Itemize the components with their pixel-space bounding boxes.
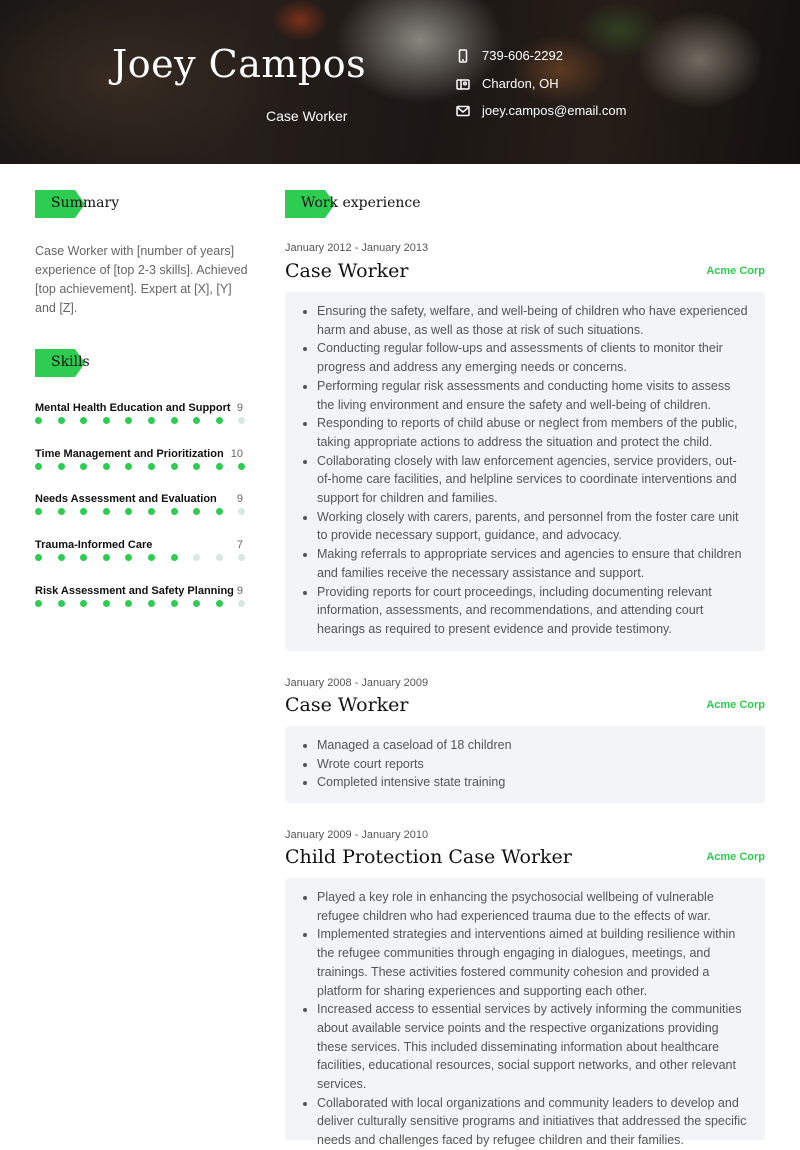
email-text: joey.campos@email.com: [482, 103, 627, 118]
job-dates: January 2008 - January 2009: [285, 677, 429, 689]
job-details: [285, 292, 765, 651]
rating-dot-filled: [193, 463, 200, 470]
rating-dot-filled: [193, 417, 200, 424]
rating-dot-filled: [193, 600, 200, 607]
job-dates: January 2009 - January 2010: [285, 829, 429, 841]
job-bullets: [317, 736, 749, 792]
summary-text: Case Worker with [number of years] experience of [top 2-3 skills]. Achieved [top achievement]. Expert at [X], [Y] and [Z].: [35, 244, 248, 315]
rating-dot-filled: [80, 554, 87, 561]
rating-dot-filled: [103, 554, 110, 561]
skill-name: Risk Assessment and Safety Planning: [35, 585, 234, 597]
location-text: Chardon, OH: [482, 76, 559, 91]
job-bullet: • Increased access to essential services by actively informing the communities about available service points and the respective organizations providing these services. This included disseminating information about healthcare facilities, educational resources, social support networks, and other relevant services.: [317, 1000, 749, 1094]
rating-dot-filled: [58, 600, 65, 607]
rating-dot-filled: [148, 554, 155, 561]
rating-dot-filled: [35, 600, 42, 607]
skill-item: [35, 402, 245, 414]
rating-dot-filled: [216, 417, 223, 424]
rating-dot-filled: [148, 417, 155, 424]
job-bullet: • Completed intensive state training: [317, 773, 749, 792]
rating-dot-filled: [148, 463, 155, 470]
skill-rating: [35, 554, 245, 564]
job-company: Acme Corp: [706, 851, 765, 863]
rating-dot-empty: [238, 554, 245, 561]
map-icon: [456, 77, 470, 91]
job-bullet: • Responding to reports of child abuse or neglect from members of the public, taking appropriate actions to address the situation and protect the child.: [317, 414, 749, 451]
job-bullet: • Ensuring the safety, welfare, and well-being of children who have experienced harm and abuse, as well as those at risk of such situations.: [317, 302, 749, 339]
rating-dot-empty: [238, 417, 245, 424]
rating-dot-filled: [125, 508, 132, 515]
phone-icon: [456, 49, 470, 63]
skill-rating: [35, 508, 245, 518]
skills-heading-label: Skills: [51, 354, 90, 370]
rating-dot-empty: [238, 508, 245, 515]
candidate-name: Joey Campos: [112, 42, 367, 86]
rating-dot-filled: [103, 417, 110, 424]
rating-dot-filled: [125, 463, 132, 470]
job-bullet: • Managed a caseload of 18 children: [317, 736, 749, 755]
job-bullet: • Implemented strategies and interventions aimed at building resilience within the refugee communities through engaging in dialogues, meetings, and trainings. These activities fostered community cohesion and provided a platform for sharing experiences and supporting each other.: [317, 925, 749, 1000]
job-bullet: • Conducting regular follow-ups and assessments of clients to monitor their progress and address any emerging needs or concerns.: [317, 339, 749, 376]
skill-item: [35, 539, 245, 551]
skill-item: [35, 493, 245, 505]
candidate-title: Case Worker: [266, 108, 348, 124]
job-details: [285, 726, 765, 803]
skill-name: Mental Health Education and Support: [35, 402, 231, 414]
job-role: Case Worker: [285, 260, 409, 282]
work-heading-label: Work experience: [301, 195, 421, 211]
rating-dot-filled: [125, 600, 132, 607]
rating-dot-filled: [125, 417, 132, 424]
rating-dot-filled: [238, 463, 245, 470]
rating-dot-empty: [238, 600, 245, 607]
skill-rating: [35, 417, 245, 427]
job-bullet: • Working closely with carers, parents, and personnel from the foster care unit to provide necessary support, guidance, and advocacy.: [317, 508, 749, 545]
rating-dot-filled: [35, 417, 42, 424]
rating-dot-filled: [171, 508, 178, 515]
rating-dot-filled: [216, 463, 223, 470]
job-bullet: • Wrote court reports: [317, 755, 749, 774]
rating-dot-filled: [58, 508, 65, 515]
rating-dot-filled: [103, 508, 110, 515]
skill-rating: [35, 600, 245, 610]
rating-dot-filled: [103, 600, 110, 607]
skill-score: 9: [236, 493, 243, 505]
skill-score: 9: [236, 585, 243, 597]
skill-rating: [35, 463, 245, 473]
job-bullet: • Performing regular risk assessments and conducting home visits to assess the living environment and ensure the safety and well-being of children.: [317, 377, 749, 414]
skill-name: Trauma-Informed Care: [35, 539, 153, 551]
rating-dot-filled: [125, 554, 132, 561]
rating-dot-filled: [35, 508, 42, 515]
skill-item: [35, 585, 245, 597]
rating-dot-filled: [58, 417, 65, 424]
contact-phone: [456, 48, 563, 63]
contact-location: [456, 76, 559, 91]
rating-dot-filled: [103, 463, 110, 470]
rating-dot-filled: [193, 508, 200, 515]
mail-icon: [456, 104, 470, 118]
job-bullets: [317, 888, 749, 1150]
rating-dot-filled: [80, 463, 87, 470]
rating-dot-filled: [58, 554, 65, 561]
rating-dot-filled: [80, 417, 87, 424]
rating-dot-filled: [80, 508, 87, 515]
rating-dot-filled: [171, 600, 178, 607]
job-dates: January 2012 - January 2013: [285, 242, 429, 254]
job-details: [285, 878, 765, 1148]
job-bullet: • Collaborating closely with law enforcement agencies, service providers, out-of-home care facilities, and helpline services to coordinate interventions and support for children and families.: [317, 452, 749, 508]
job-bullet: • Played a key role in enhancing the psychosocial wellbeing of vulnerable refugee children who had experienced trauma due to the effects of war.: [317, 888, 749, 925]
rating-dot-filled: [80, 600, 87, 607]
rating-dot-empty: [193, 554, 200, 561]
rating-dot-filled: [148, 508, 155, 515]
skill-name: Time Management and Prioritization: [35, 448, 224, 460]
header-banner: [0, 0, 800, 164]
skill-name: Needs Assessment and Evaluation: [35, 493, 217, 505]
skill-score: 10: [230, 448, 243, 460]
job-company: Acme Corp: [706, 265, 765, 277]
job-bullet: • Collaborated with local organizations and community leaders to develop and deliver culturally sensitive programs and initiatives that addressed the specific needs and challenges faced by refugee children and their families.: [317, 1094, 749, 1150]
summary-heading-label: Summary: [51, 195, 120, 211]
skill-score: 7: [236, 539, 243, 551]
skill-score: 9: [236, 402, 243, 414]
job-bullet: • Making referrals to appropriate services and agencies to ensure that children and families receive the necessary assistance and support.: [317, 545, 749, 582]
rating-dot-filled: [58, 463, 65, 470]
skill-item: [35, 448, 245, 460]
job-role: Child Protection Case Worker: [285, 846, 572, 868]
phone-text: 739-606-2292: [482, 48, 563, 63]
rating-dot-filled: [148, 600, 155, 607]
rating-dot-filled: [171, 463, 178, 470]
job-company: Acme Corp: [706, 699, 765, 711]
rating-dot-empty: [216, 554, 223, 561]
job-bullet: • Providing reports for court proceedings, including documenting relevant information, assessments, and recommendations, and attending court hearings as required to present evidence and provide testimony.: [317, 583, 749, 639]
rating-dot-filled: [35, 463, 42, 470]
job-role: Case Worker: [285, 694, 409, 716]
rating-dot-filled: [171, 417, 178, 424]
rating-dot-filled: [216, 600, 223, 607]
contact-email: [456, 103, 626, 118]
rating-dot-filled: [171, 554, 178, 561]
rating-dot-filled: [216, 508, 223, 515]
rating-dot-filled: [35, 554, 42, 561]
job-bullets: [317, 302, 749, 639]
